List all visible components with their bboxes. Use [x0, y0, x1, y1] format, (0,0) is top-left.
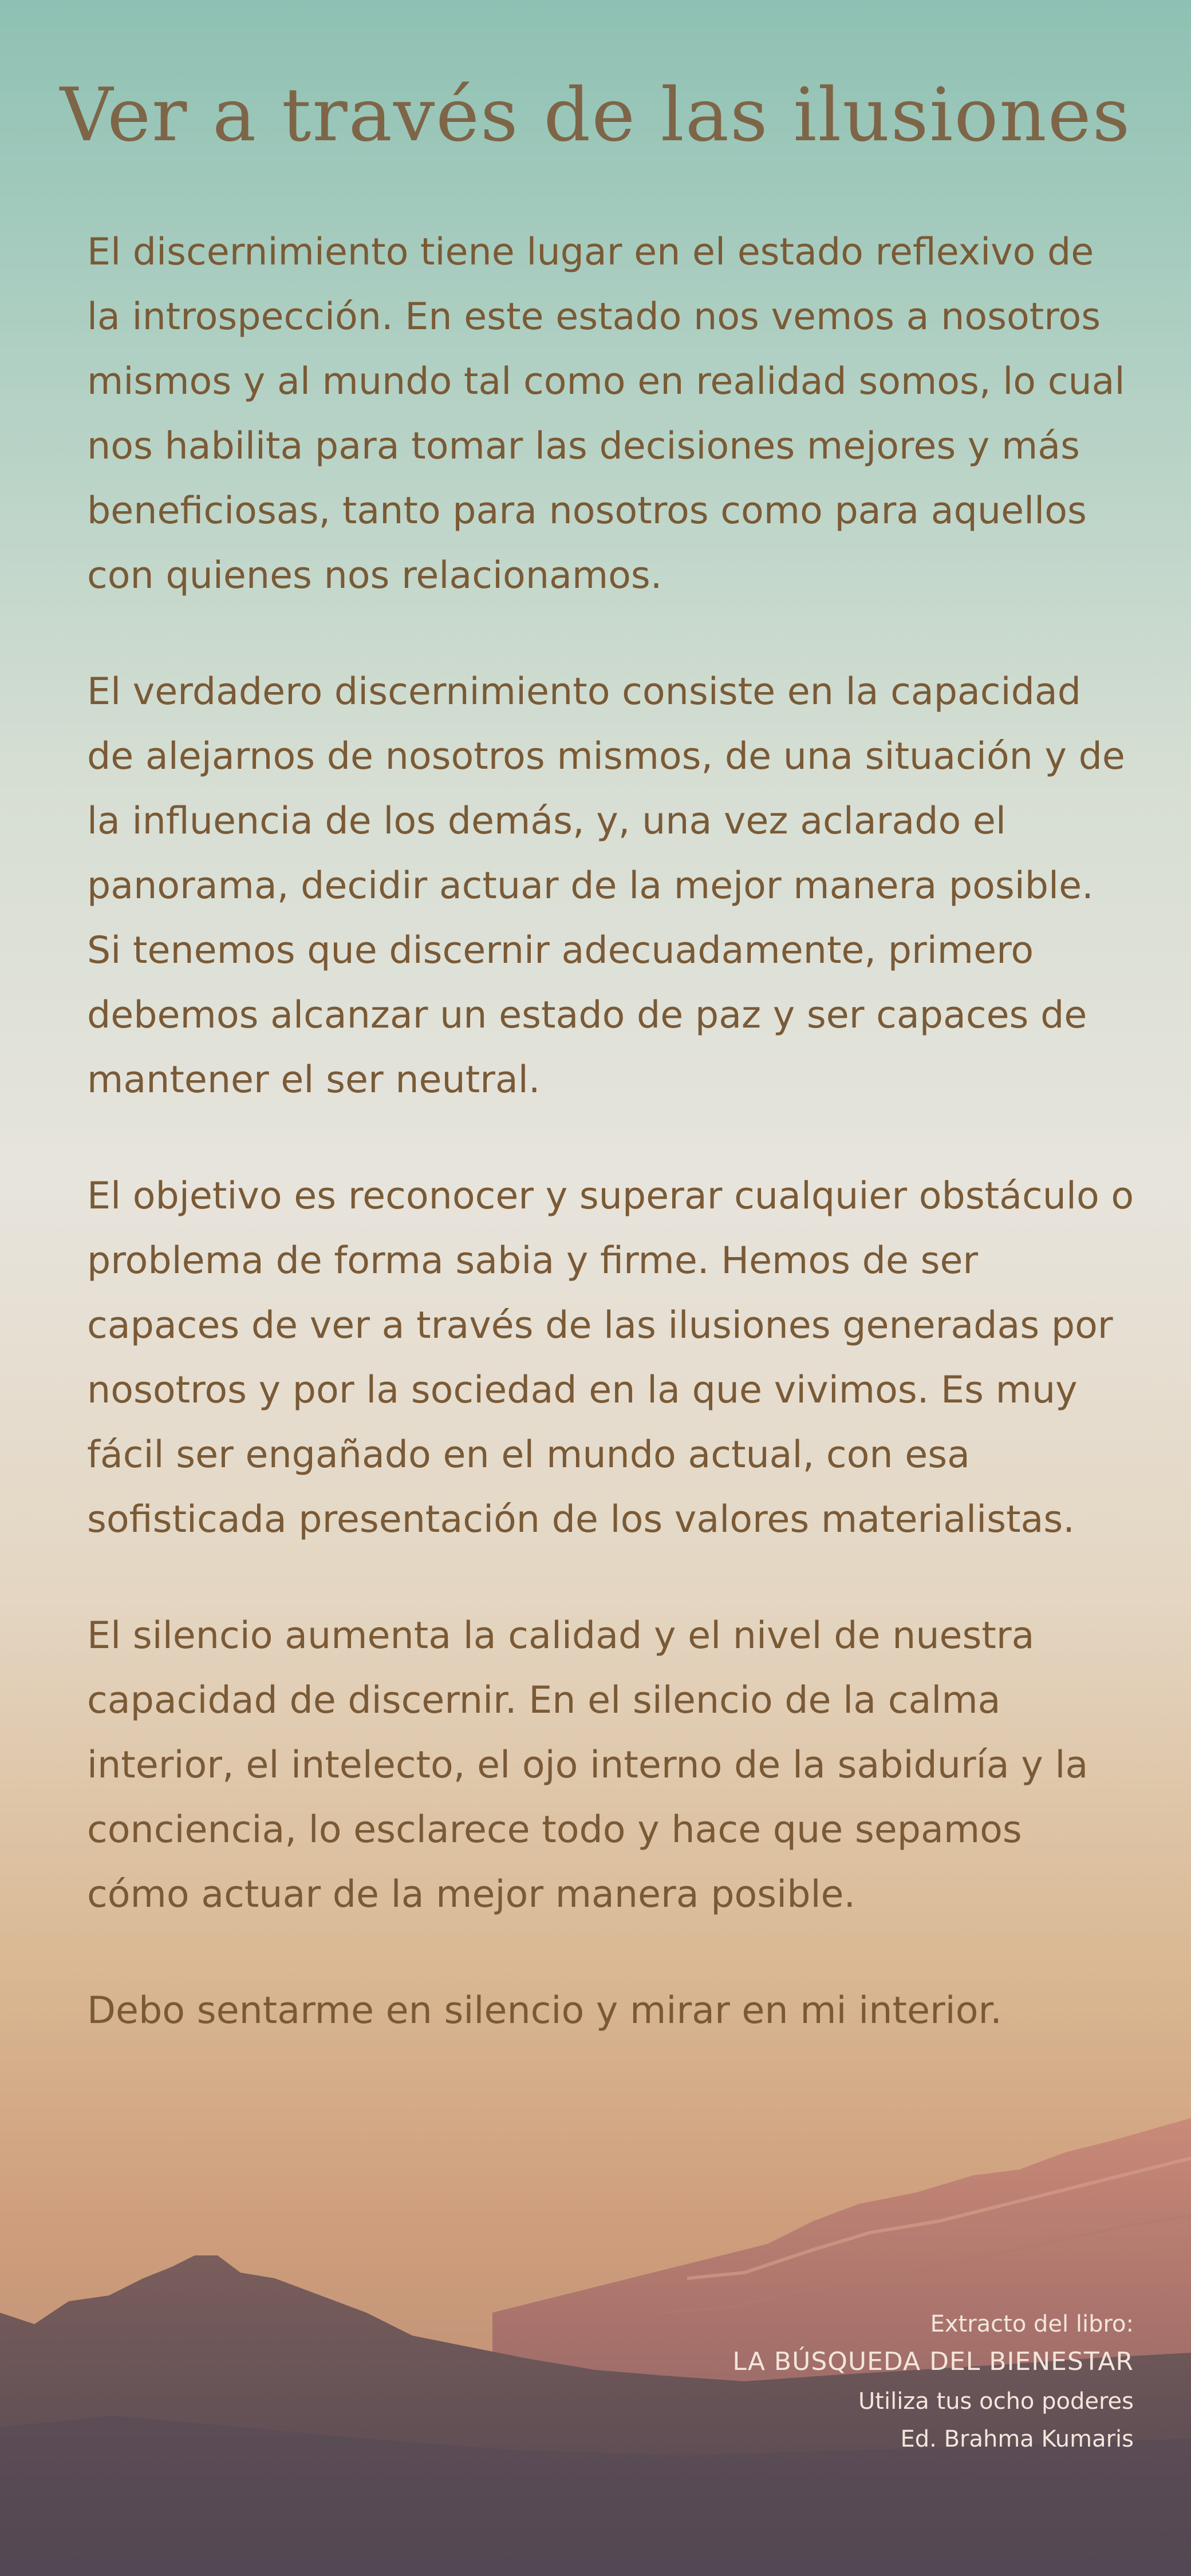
publisher: Ed. Brahma Kumaris [900, 2426, 1134, 2452]
paragraph: El discernimiento tiene lugar en el estado reflexivo de la introspección. En este estado nos vemos a nosotros mismos y al mundo tal como en realidad somos, lo cual nos habilita para tomar las decisiones mejores y más beneficiosas, tanto para nosotros como para aquellos con quienes nos relacionamos. [87, 231, 1125, 597]
article-body [87, 220, 1135, 2095]
credit-intro: Extracto del libro: [930, 2311, 1134, 2337]
book-title: LA BÚSQUEDA DEL BIENESTAR [732, 2347, 1134, 2376]
paragraph: El objetivo es reconocer y superar cualquier obstáculo o problema de forma sabia y firme. Hemos de ser capaces de ver a través de las ilusiones generadas por nosotros y por la sociedad en la que vivimos. Es muy fácil ser engañado en el mundo actual, con esa sofisticada presentación de los valores materialistas. [87, 1175, 1134, 1541]
closing-line: Debo sentarme en silencio y mirar en mi interior. [87, 1989, 1002, 2032]
page-title: Ver a través de las ilusiones [60, 73, 1131, 158]
book-credit [732, 2307, 1134, 2458]
paragraph: El verdadero discernimiento consiste en la capacidad de alejarnos de nosotros mismos, de una situación y de la influencia de los demás, y, una vez aclarado el panorama, decidir actuar de la mejor manera posible. Si tenemos que discernir adecuadamente, primero debemos alcanzar un estado de paz y ser capaces de mantener el ser neutral. [87, 670, 1125, 1101]
paragraph: El silencio aumenta la calidad y el nivel de nuestra capacidad de discernir. En el silencio de la calma interior, el intelecto, el ojo interno de la sabiduría y la conciencia, lo esclarece todo y hace que sepamos cómo actuar de la mejor manera posible. [87, 1614, 1089, 1916]
book-subtitle: Utiliza tus ocho poderes [858, 2388, 1134, 2415]
